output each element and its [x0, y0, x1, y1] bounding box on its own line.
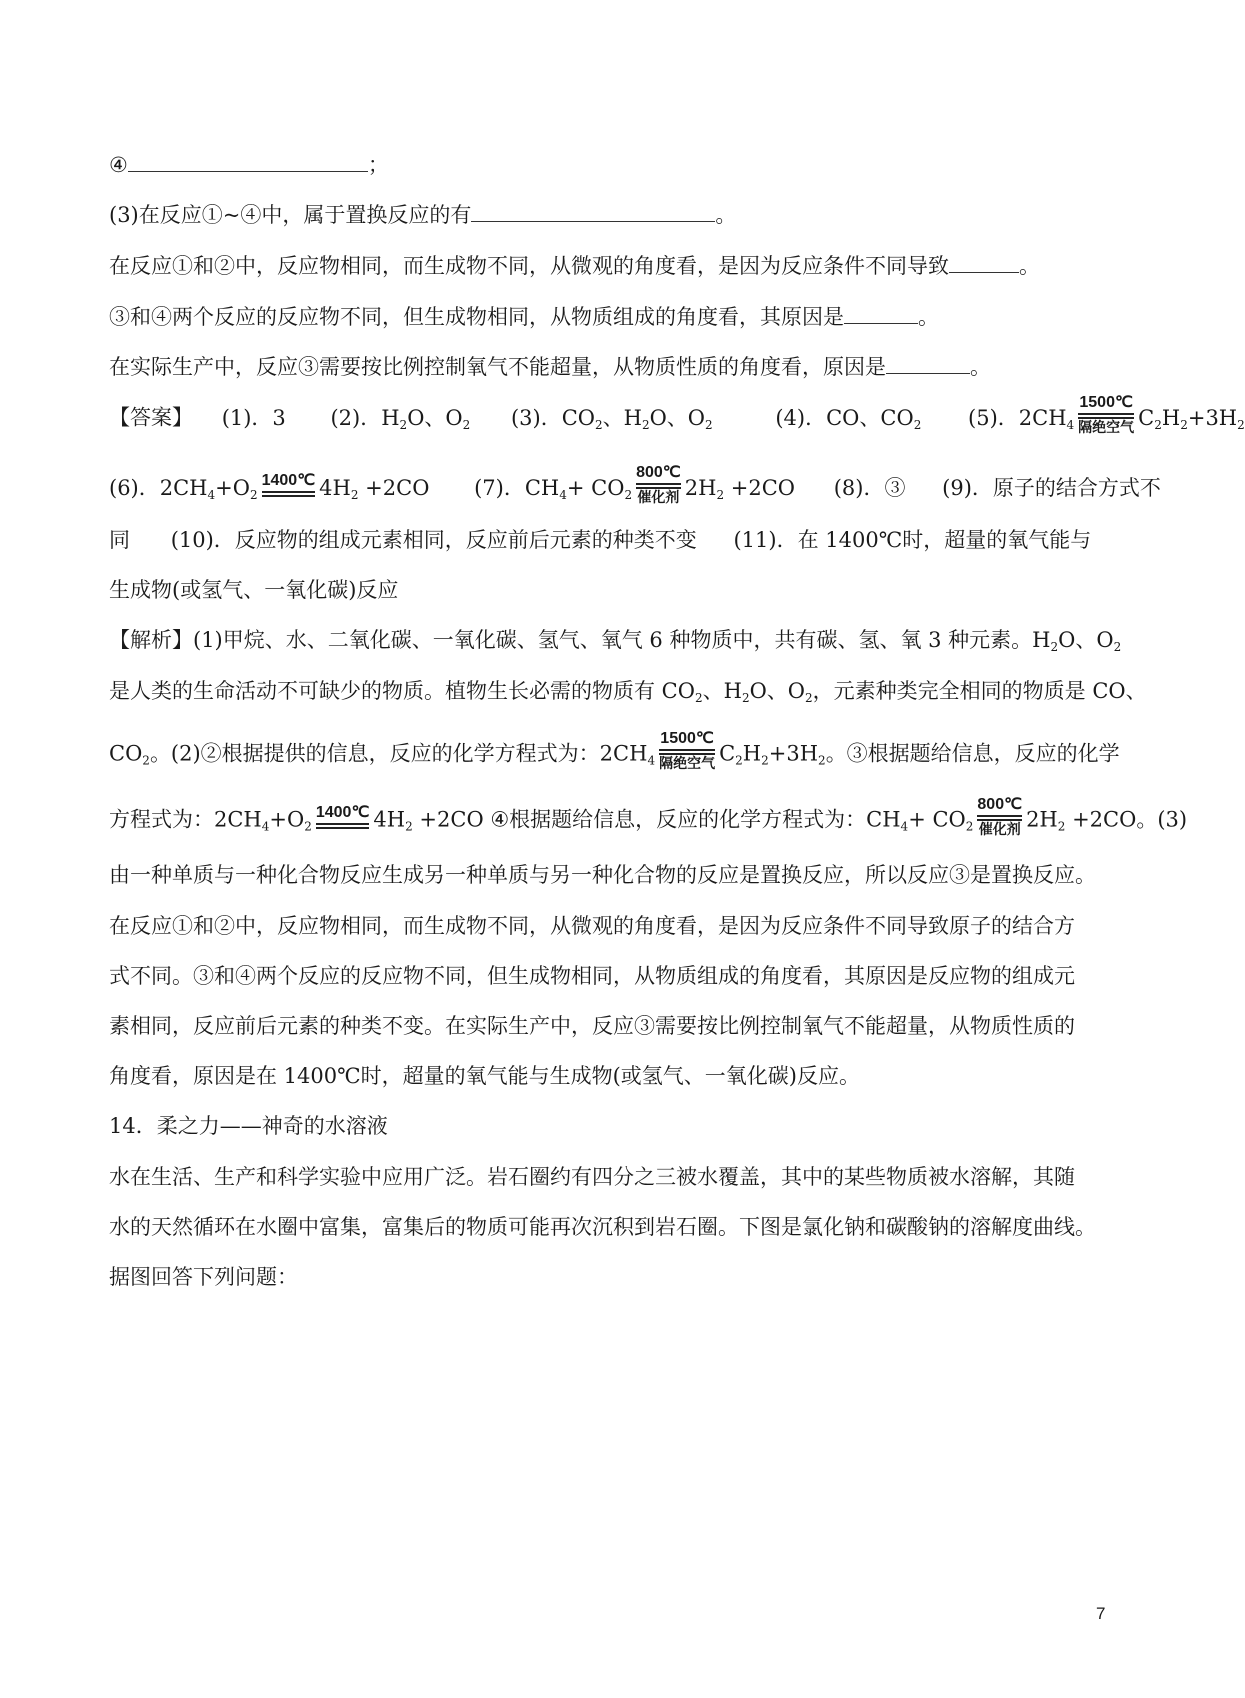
analysis-line-5: 由一种单质与一种化合物反应生成另一种单质与另一种化合物的反应是置换反应，所以反应③是置换反应。 [109, 863, 1096, 887]
production-text: 在实际生产中，反应③需要按比例控制氧气不能超量，从物质性质的角度看，原因是 [109, 355, 886, 379]
answer-blank[interactable] [886, 353, 970, 374]
item4-line [109, 150, 389, 180]
q3-line [109, 200, 736, 230]
answer-9: (9)．原子的结合方式不 [942, 475, 1161, 500]
answer-line-4 [109, 575, 398, 605]
micro-line [109, 251, 1040, 281]
answer-line-1 [109, 394, 1245, 440]
answer-2: (2)．$H_2O$、$O_2$ [330, 405, 471, 432]
condition-1500-arrow: 1500℃ 隔绝空气 [1078, 394, 1135, 436]
answer-blank[interactable] [844, 303, 918, 324]
production-line [109, 352, 991, 382]
question-14-title: 14．柔之力——神奇的水溶液 [109, 1114, 388, 1138]
composition-end: 。 [918, 305, 939, 329]
answer-1: (1)．3 [221, 405, 286, 430]
condition-800-arrow: 800℃ 催化剂 [636, 464, 681, 506]
answer-5: (5)．$2CH_4$ 1500℃ 隔绝空气 $C_2H_2+3H_2$ [968, 394, 1245, 436]
q3-text: (3)在反应①~④中，属于置换反应的有 [109, 203, 472, 227]
answer-label: 【答案】 [109, 405, 193, 430]
condition-1500-arrow: 1500℃ 隔绝空气 [659, 730, 716, 772]
item4-prefix: ④ [109, 153, 128, 177]
item4-suffix: ； [367, 153, 389, 177]
condition-1400-arrow: 1400℃ [262, 472, 316, 498]
analysis-line-3: $CO_2$。(2)②根据提供的信息，反应的化学方程式为：$2CH_4$ 1500℃ 隔绝空气 $C_2H_2+3H_2$。③根据题给信息，反应的化学 [109, 730, 1120, 772]
composition-line [109, 302, 939, 332]
analysis-line-7: 式不同。③和④两个反应的反应物不同，但生成物相同，从物质组成的角度看，其原因是反应物的组成元 [109, 964, 1075, 988]
micro-text: 在反应①和②中，反应物相同，而生成物不同，从微观的角度看，是因为反应条件不同导致 [109, 254, 949, 278]
condition-800-arrow: 800℃ 催化剂 [977, 796, 1023, 838]
answer-11-cont: 生成物(或氢气、一氧化碳)反应 [109, 578, 399, 602]
answer-6: (6)．$2CH_4+O_2$ 1400℃ $4H_2 +2CO$ [109, 472, 430, 502]
answer-blank[interactable] [128, 151, 368, 172]
analysis-line-4: 方程式为：$2CH_4+O_2$ 1400℃ $4H_2 +2CO$ ④根据题给信息，反应的化学方程式为：$CH_4+ CO_2$ 800℃ 催化剂 $2H_2 +2CO$。(3) [109, 796, 1188, 838]
answer-line-3 [109, 525, 1091, 555]
answer-4: (4)．CO、$CO_2$ [775, 405, 922, 432]
page-number: 7 [1096, 1604, 1106, 1623]
answer-7: (7)．$CH_4+ CO_2$ 800℃ 催化剂 $2H_2 +2CO$ [474, 464, 796, 506]
answer-8: (8)．③ [833, 475, 906, 500]
analysis-label: 【解析】 [109, 628, 193, 652]
analysis-line-9: 角度看，原因是在 1400℃时，超量的氧气能与生成物(或氢气、一氧化碳)反应。 [109, 1064, 860, 1088]
analysis-line-2: 是人类的生命活动不可缺少的物质。植物生长必需的物质有 $CO_2$、$H_2O$、$O_2$，元素种类完全相同的物质是 CO、 [109, 679, 1147, 705]
condition-1400-arrow: 1400℃ [316, 804, 370, 830]
question-14-paragraph-2: 水的天然循环在水圈中富集，富集后的物质可能再次沉积到岩石圈。下图是氯化钠和碳酸钠的溶解度曲线。 [109, 1215, 1096, 1239]
answer-3: (3)．$CO_2$、$H_2O$、$O_2$ [510, 405, 713, 432]
question-14-paragraph-3: 据图回答下列问题： [109, 1265, 298, 1289]
answer-11: (11)．在 1400℃时，超量的氧气能与 [733, 528, 1092, 552]
answer-blank[interactable] [949, 252, 1019, 273]
analysis-line-1: 【解析】(1)甲烷、水、二氧化碳、一氧化碳、氢气、氧气 6 种物质中，共有碳、氢、氧 3 种元素。$H_2O$、$O_2$ [109, 628, 1122, 654]
composition-text: ③和④两个反应的反应物不同，但生成物相同，从物质组成的角度看，其原因是 [109, 305, 844, 329]
micro-end: 。 [1019, 254, 1040, 278]
answer-line-2 [109, 464, 1161, 510]
question-14-paragraph-1: 水在生活、生产和科学实验中应用广泛。岩石圈约有四分之三被水覆盖，其中的某些物质被水溶解，其随 [109, 1165, 1075, 1189]
analysis-line-8: 素相同，反应前后元素的种类不变。在实际生产中，反应③需要按比例控制氧气不能超量，从物质性质的 [109, 1014, 1075, 1038]
production-end: 。 [970, 355, 991, 379]
q3-end: 。 [715, 203, 737, 227]
answer-9-cont: 同 [109, 528, 130, 552]
answer-blank[interactable] [471, 201, 715, 222]
analysis-line-6: 在反应①和②中，反应物相同，而生成物不同，从微观的角度看，是因为反应条件不同导致原子的结合方 [109, 914, 1075, 938]
answer-10: (10)．反应物的组成元素相同，反应前后元素的种类不变 [170, 528, 697, 552]
